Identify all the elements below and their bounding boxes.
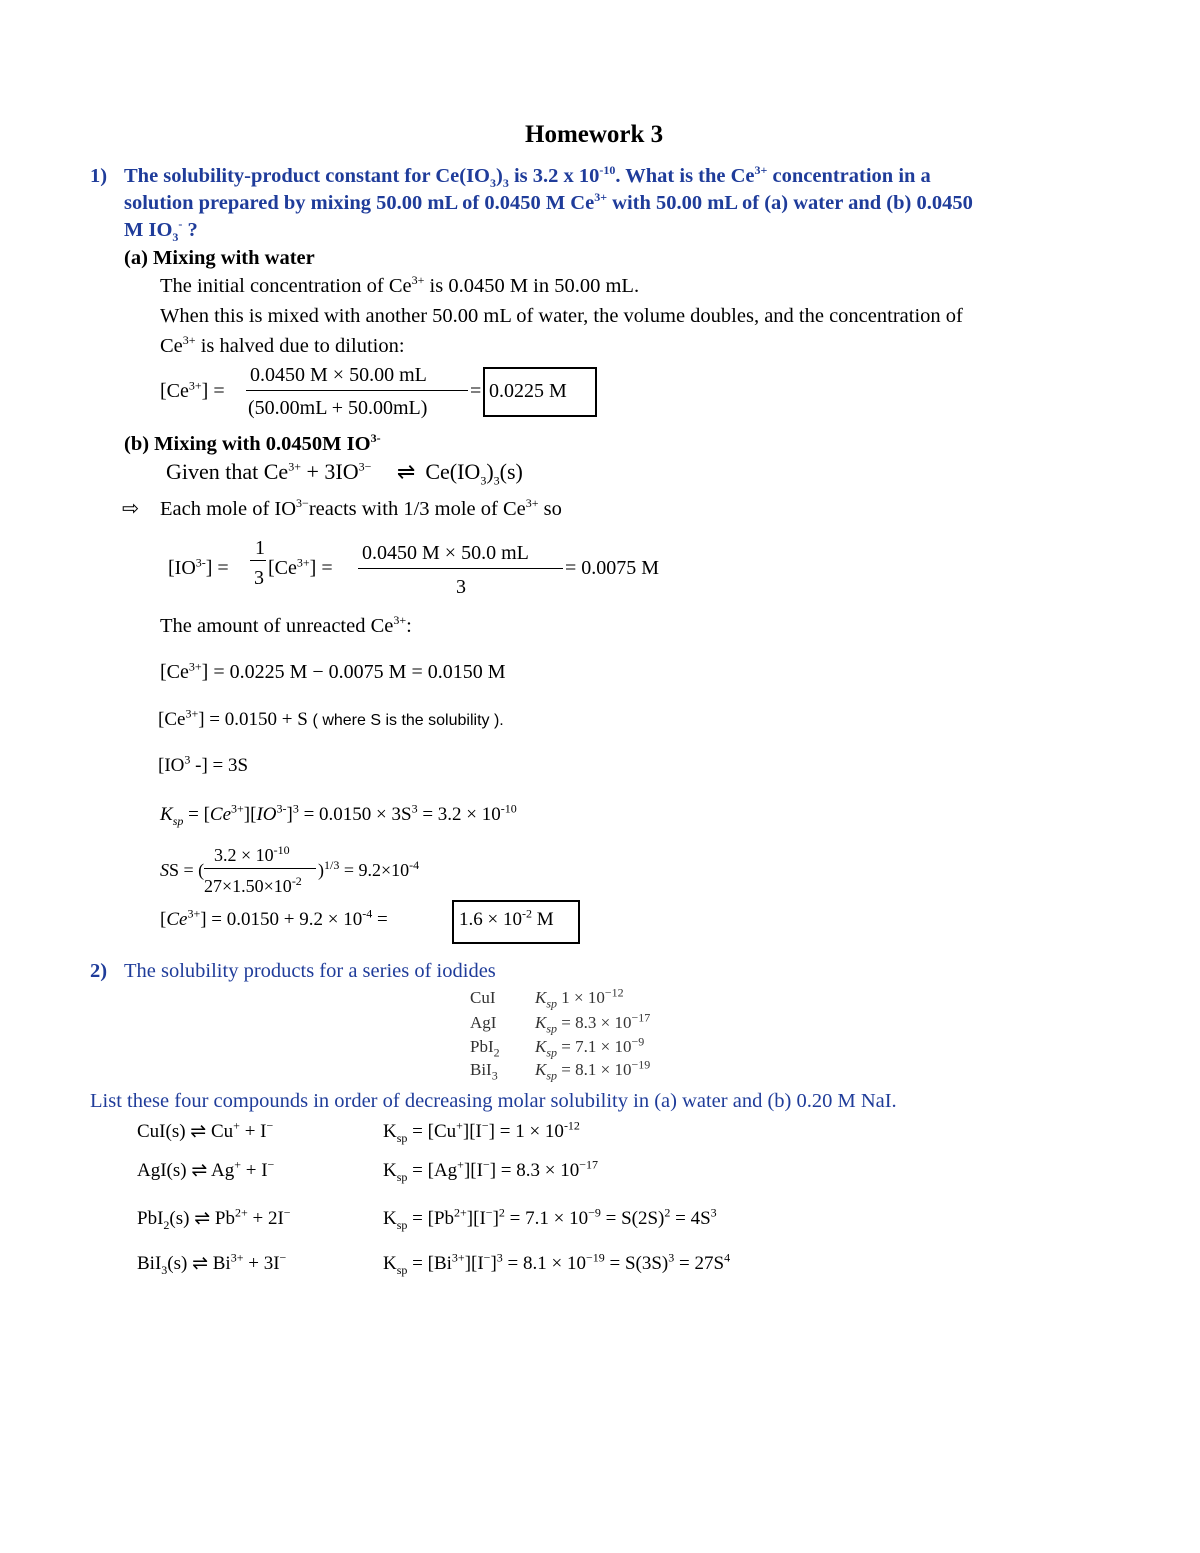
ksp-label: K	[535, 988, 547, 1007]
io3-frac-num: 1	[255, 537, 265, 559]
ksp-text: ][I	[466, 1208, 486, 1229]
reaction-text: (s) ⇌ Pb	[169, 1208, 235, 1229]
ksp-text: ]	[492, 1208, 499, 1229]
ksp-text: = S(3S)	[604, 1253, 669, 1274]
reaction-charge: −	[267, 1157, 275, 1172]
ksp-exponent: −9	[631, 1034, 645, 1049]
q2-intro: The solubility products for a series of iodides	[124, 960, 496, 982]
ksp-subscript: sp	[546, 1021, 558, 1036]
io3-frac-line	[358, 568, 563, 569]
ksp-power: 3	[710, 1205, 717, 1220]
q1a-text1: The initial concentration of $Ce^{3+}$ is 0.0450 M in 50.00 mL.	[160, 273, 640, 297]
compound-name: PbI	[470, 1037, 494, 1056]
reaction-text: + I	[239, 1121, 267, 1142]
ksp-label: K	[535, 1013, 547, 1032]
io3-frac-den: 3	[254, 567, 264, 589]
q2-number: 2)	[90, 960, 108, 982]
unreacted-text: The amount of unreacted $Ce^{3+}$:	[160, 613, 412, 637]
s-frac-line	[204, 868, 316, 869]
ksp-charge: 2+	[454, 1205, 467, 1220]
ksp-exponent: -12	[563, 1118, 580, 1133]
io3-ce: $[Ce^{3+}]$ =	[268, 555, 333, 579]
ksp-label: K	[535, 1037, 547, 1056]
final-answer: $1.6 \times 10^{-2}$ M	[459, 906, 554, 930]
io3-answer: = 0.0075 M	[565, 557, 660, 579]
reaction	[137, 1205, 291, 1232]
arrow-icon: ⇨	[122, 498, 140, 520]
ksp-exponent: −19	[631, 1057, 651, 1072]
compound-subscript: 2	[493, 1045, 500, 1060]
ksp-sub: sp	[396, 1217, 408, 1232]
ksp-charge: −	[481, 1118, 489, 1133]
ksp-k: K	[383, 1208, 397, 1229]
ksp-text: ][I	[463, 1160, 483, 1181]
reaction-text: + I	[240, 1160, 268, 1181]
ksp-power: 4	[724, 1250, 731, 1265]
reaction-charge: −	[279, 1250, 287, 1265]
reaction	[137, 1250, 287, 1277]
ksp-subscript: sp	[546, 1068, 558, 1083]
reaction-charge: 3+	[230, 1250, 244, 1265]
reaction-text: + 3I	[243, 1253, 280, 1274]
compound-name: BiI	[470, 1060, 492, 1079]
ksp-k: K	[383, 1253, 397, 1274]
ksp-equation	[383, 1157, 599, 1184]
ksp-text: = [Pb	[407, 1208, 455, 1229]
ksp-text: = S(2S)	[600, 1208, 665, 1229]
io3-small-frac-line	[250, 560, 266, 561]
ksp-power: 3	[496, 1250, 503, 1265]
reaction-charge: −	[266, 1118, 274, 1133]
ksp-text: = 27S	[674, 1253, 725, 1274]
ksp-exponent: −17	[631, 1010, 651, 1025]
ksp-value: = 7.1 × 10	[557, 1037, 632, 1056]
reaction-subscript: 3	[161, 1262, 168, 1277]
ksp-power: 3	[668, 1250, 675, 1265]
q1a-answer: 0.0225 M	[489, 380, 567, 402]
reaction	[137, 1157, 275, 1181]
ksp-text: ]	[490, 1253, 497, 1274]
ksp-text: = 4S	[670, 1208, 711, 1229]
reaction-text: + 2I	[247, 1208, 284, 1229]
reaction-subscript: 2	[163, 1217, 170, 1232]
reaction-charge: 2+	[234, 1205, 248, 1220]
q1a-eq-lhs: $[Ce^{3+}]$ =	[160, 378, 225, 402]
ksp-equation	[383, 1250, 731, 1277]
ksp-text: = [Cu	[407, 1121, 457, 1142]
ksp-table-value	[535, 1010, 651, 1036]
reaction-charge: +	[233, 1118, 240, 1133]
ksp-exponent: −19	[585, 1250, 605, 1265]
ksp-charge: +	[456, 1118, 463, 1133]
compound-subscript: 3	[491, 1068, 498, 1083]
reaction-charge: +	[234, 1157, 241, 1172]
io3-num: 0.0450 M × 50.0 mL	[362, 542, 529, 564]
reaction-text: BiI	[137, 1253, 162, 1274]
ce-s-eq: $[Ce^{3+}] = 0.0150 + S$ ( where S is the solubility ).	[158, 706, 504, 730]
ksp-text: = [Ag	[407, 1160, 458, 1181]
q1a-frac-line	[246, 390, 468, 391]
ksp-text: = [Bi	[407, 1253, 452, 1274]
io3-den: 3	[456, 576, 466, 598]
ksp-subscript: sp	[546, 996, 558, 1011]
s-lhs: SS = (	[160, 860, 205, 880]
ksp-table-compound	[470, 1037, 500, 1060]
q1b-given: Given that $Ce^{3+} + 3IO^{3-}$ ⇌ $Ce(IO_3)_3(s)$	[166, 459, 523, 488]
reaction-text: PbI	[137, 1208, 164, 1229]
ksp-k: K	[383, 1121, 397, 1142]
page-title: Homework 3	[525, 121, 664, 148]
s-rhs: )$^{1/3} = 9.2\times 10^{-4}$	[318, 858, 420, 880]
ksp-table-compound	[470, 1060, 498, 1083]
q1a-text3: $Ce^{3+}$ is halved due to dilution:	[160, 333, 405, 357]
ksp-text: ][I	[464, 1253, 484, 1274]
ksp-sub: sp	[396, 1262, 408, 1277]
ksp-equation	[383, 1205, 717, 1232]
ksp-text: = 8.1 × 10	[502, 1253, 586, 1274]
io-s-eq: [$IO^3$ -] = 3S	[158, 752, 249, 776]
q1-line3: M $IO_3^-$ ?	[124, 217, 198, 245]
q1a-heading: (a) Mixing with water	[124, 247, 315, 269]
ksp-power: 2	[498, 1205, 505, 1220]
reaction-text: CuI(s) ⇌ Cu	[137, 1121, 234, 1142]
ksp-k: K	[383, 1160, 397, 1181]
q2-list-text: List these four compounds in order of decreasing molar solubility in (a) water and (b) 0.20 M NaI.	[90, 1090, 897, 1112]
q1b-heading: (b) Mixing with 0.0450M $IO^{3-}$	[124, 431, 381, 455]
ksp-equation	[383, 1118, 580, 1145]
ksp-sub: sp	[396, 1169, 408, 1184]
ksp-value: 1 × 10	[557, 988, 605, 1007]
ksp-text: ] = 1 × 10	[488, 1121, 564, 1142]
s-den: $27\times 1.50\times 10^{-2}$	[204, 874, 302, 896]
ksp-charge: −	[485, 1205, 493, 1220]
q1b-each: Each mole of $IO^{3-}reacts$ with 1/3 mole of $Ce^{3+}$ so	[160, 496, 562, 520]
reaction	[137, 1118, 274, 1142]
ksp-text: ] = 8.3 × 10	[489, 1160, 580, 1181]
io3-lhs: $[IO^{3-}]$ =	[168, 555, 229, 579]
ce-unreacted-eq: $[Ce^{3+}] = 0.0225$ M − 0.0075 M = 0.0150 M	[160, 659, 506, 683]
ksp-text: = 7.1 × 10	[504, 1208, 589, 1229]
ksp-table-value	[535, 1034, 645, 1060]
compound-name: AgI	[470, 1013, 497, 1032]
q1a-eq-num: 0.0450 M × 50.00 mL	[250, 364, 427, 386]
ksp-subscript: sp	[546, 1045, 558, 1060]
ksp-table-value	[535, 985, 624, 1011]
ksp-sub: sp	[396, 1130, 408, 1145]
ksp-value: = 8.3 × 10	[557, 1013, 632, 1032]
reaction-text: AgI(s) ⇌ Ag	[137, 1160, 235, 1181]
q1a-text2: When this is mixed with another 50.00 mL of water, the volume doubles, and the concentration of	[160, 305, 963, 327]
reaction-text: (s) ⇌ Bi	[167, 1253, 231, 1274]
ksp-charge: −	[483, 1250, 491, 1265]
q1a-eq-equals: =	[470, 380, 482, 402]
ksp-table-compound	[470, 989, 496, 1006]
q1a-eq-den: (50.00mL + 50.00mL)	[248, 397, 428, 419]
ksp-exponent: −12	[604, 985, 624, 1000]
reaction-charge: −	[283, 1205, 291, 1220]
ksp-charge: 3+	[451, 1250, 465, 1265]
q1-line2: solution prepared by mixing 50.00 mL of 0.0450 M $Ce^{3+}$ with 50.00 mL of (a) water and (b) 0.0450	[124, 190, 973, 214]
ksp-label: K	[535, 1060, 547, 1079]
ksp-exponent: −9	[588, 1205, 601, 1220]
ksp-value: = 8.1 × 10	[557, 1060, 632, 1079]
ksp-expression: $K_{sp} = [Ce^{3+}][IO^{3-}]^3 = 0.0150 \times 3S^3 = 3.2 \times 10^{-10}$	[160, 801, 517, 828]
q1-line1: The solubility-product constant for $Ce(IO_3)_3$ is 3.2 x $10^{-10}$. What is the $Ce^{3+}$ concentration in a	[124, 163, 931, 191]
ksp-text: ][I	[462, 1121, 482, 1142]
ksp-charge: +	[457, 1157, 464, 1172]
final-eq: $[Ce^{3+}] = 0.0150 + 9.2 \times 10^{-4}$ =	[160, 906, 388, 930]
ksp-table-value	[535, 1057, 651, 1083]
ksp-power: 2	[664, 1205, 671, 1220]
s-num: $3.2 \times 10^{-10}$	[214, 843, 290, 865]
ksp-exponent: −17	[579, 1157, 599, 1172]
ksp-charge: −	[482, 1157, 490, 1172]
q1-number: 1)	[90, 165, 108, 187]
ksp-table-compound	[470, 1014, 496, 1031]
compound-name: CuI	[470, 988, 496, 1007]
